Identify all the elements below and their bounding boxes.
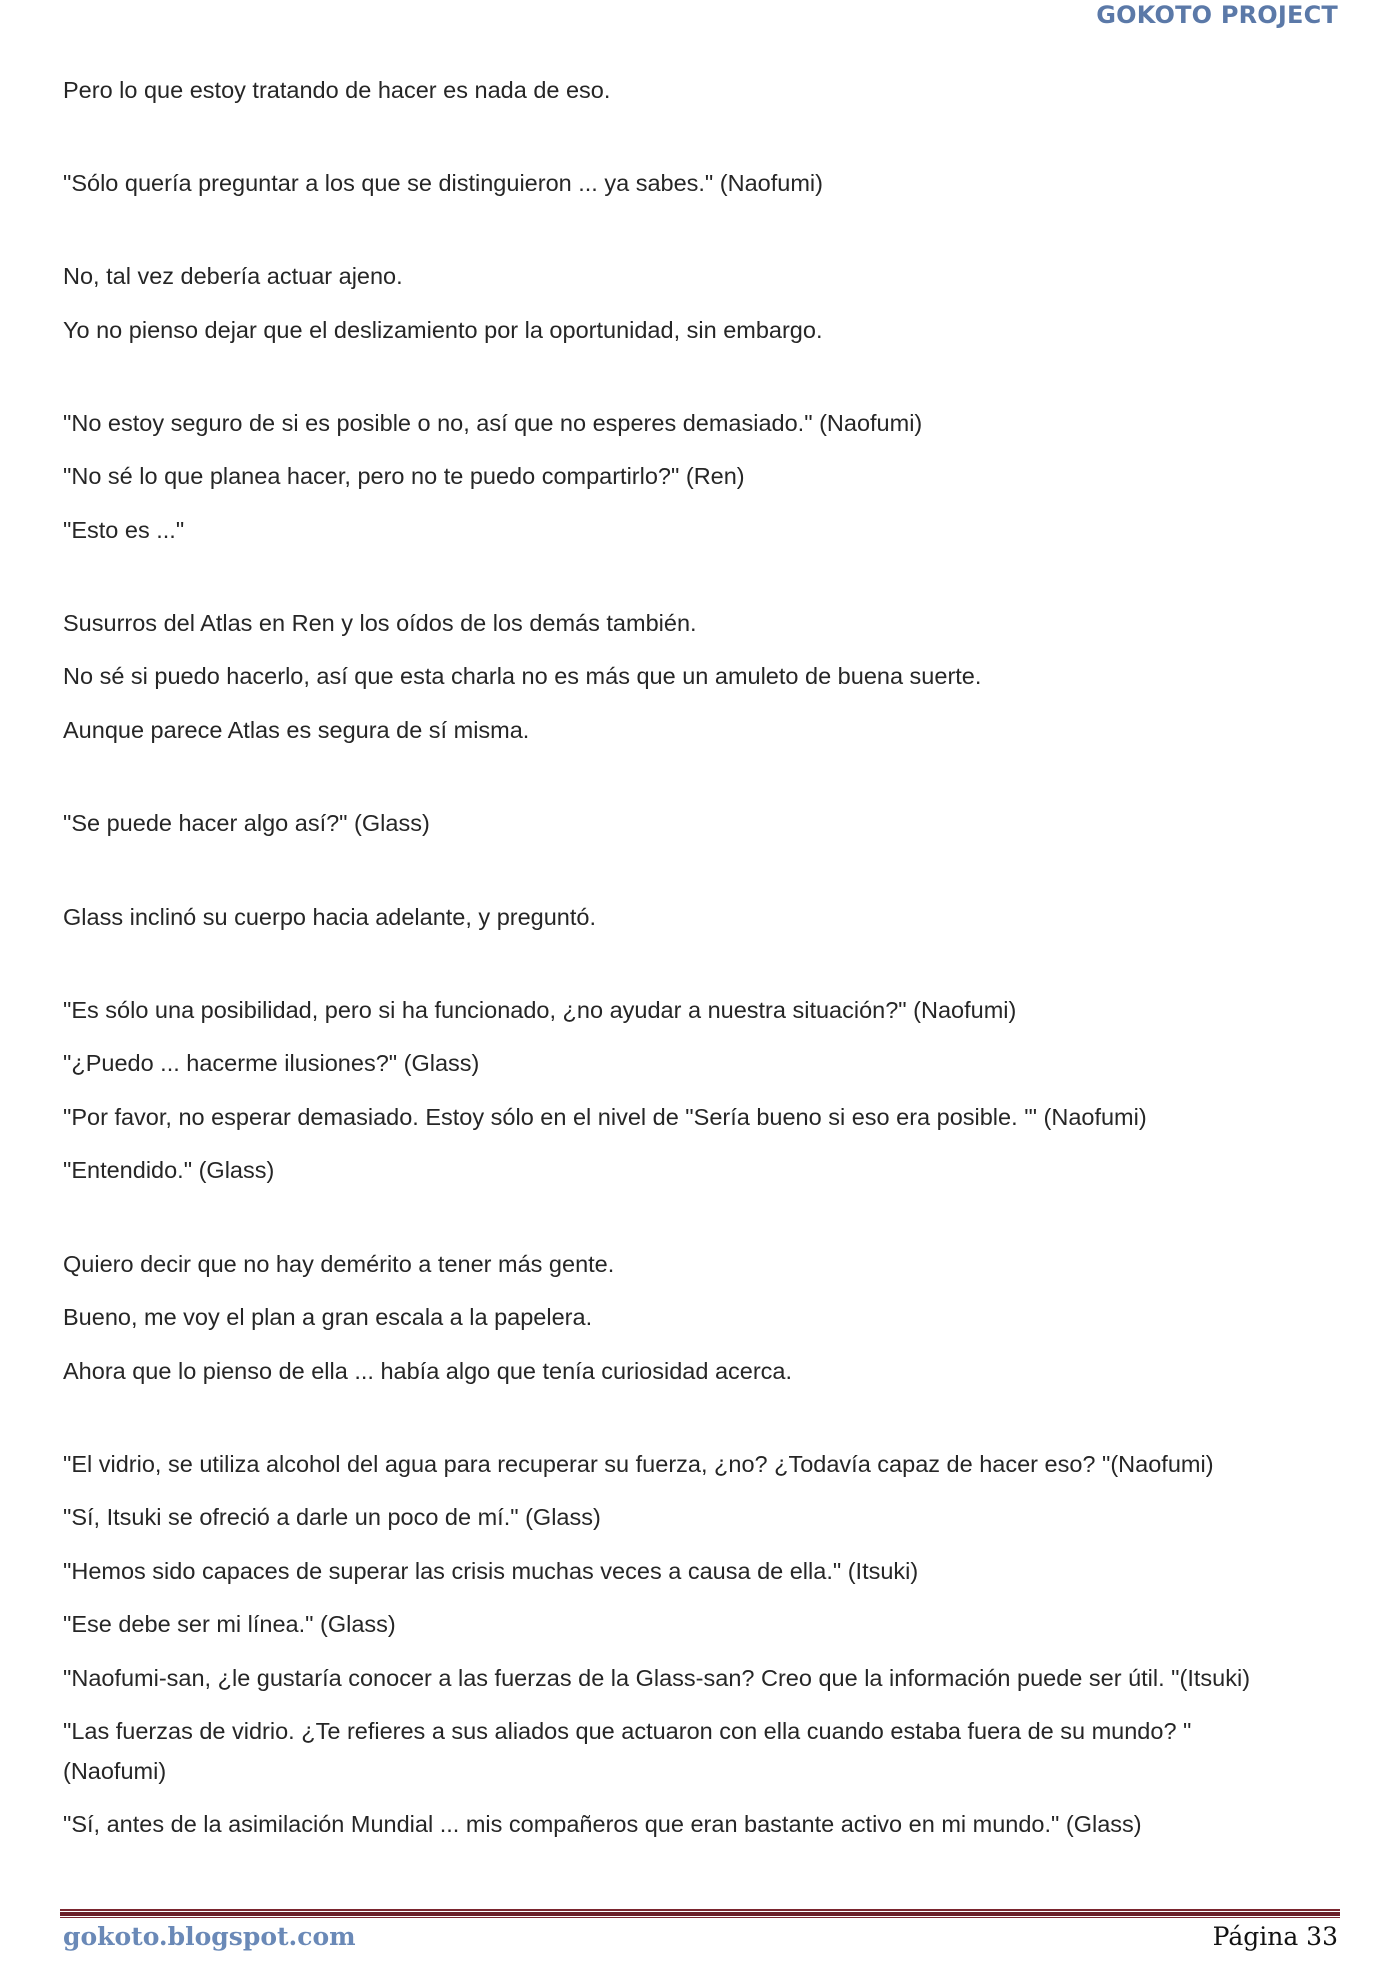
paragraph: "Entendido." (Glass) (63, 1157, 275, 1183)
paragraph: "Esto es ..." (63, 517, 185, 543)
paragraph: "Sí, antes de la asimilación Mundial ... mis compañeros que eran bastante activo en mi mundo." (Glass) (63, 1811, 1142, 1837)
paragraph: Ahora que lo pienso de ella ... había algo que tenía curiosidad acerca. (63, 1358, 793, 1384)
paragraph: Susurros del Atlas en Ren y los oídos de los demás también. (63, 610, 697, 636)
paragraph: "Por favor, no esperar demasiado. Estoy sólo en el nivel de "Sería bueno si eso era posible. '" (Naofumi) (63, 1104, 1147, 1130)
header-brand: GOKOTO PROJECT (1096, 1, 1338, 29)
paragraph: "¿Puedo ... hacerme ilusiones?" (Glass) (63, 1050, 480, 1076)
paragraph: No, tal vez debería actuar ajeno. (63, 263, 403, 289)
paragraph: Yo no pienso dejar que el deslizamiento por la oportunidad, sin embargo. (63, 317, 823, 343)
paragraph: Quiero decir que no hay demérito a tener más gente. (63, 1251, 615, 1277)
paragraph: Bueno, me voy el plan a gran escala a la papelera. (63, 1304, 593, 1330)
paragraph: Pero lo que estoy tratando de hacer es nada de eso. (63, 77, 611, 103)
paragraph: "No sé lo que planea hacer, pero no te puedo compartirlo?" (Ren) (63, 463, 745, 489)
paragraph: Glass inclinó su cuerpo hacia adelante, y preguntó. (63, 904, 596, 930)
paragraph: "Es sólo una posibilidad, pero si ha funcionado, ¿no ayudar a nuestra situación?" (Naofumi) (63, 997, 1017, 1023)
paragraph: "Hemos sido capaces de superar las crisis muchas veces a causa de ella." (Itsuki) (63, 1558, 919, 1584)
paragraph: "Sólo quería preguntar a los que se distinguieron ... ya sabes." (Naofumi) (63, 170, 823, 196)
footer-rule (60, 1909, 1340, 1918)
paragraph: "Ese debe ser mi línea." (Glass) (63, 1611, 396, 1637)
paragraph: Aunque parece Atlas es segura de sí misma. (63, 717, 530, 743)
page-number: Página 33 (1212, 1922, 1338, 1951)
paragraph: "Sí, Itsuki se ofreció a darle un poco de mí." (Glass) (63, 1504, 601, 1530)
footer-blog-link[interactable]: gokoto.blogspot.com (63, 1922, 356, 1951)
paragraph: "No estoy seguro de si es posible o no, así que no esperes demasiado." (Naofumi) (63, 410, 923, 436)
paragraph: "Se puede hacer algo así?" (Glass) (63, 810, 430, 836)
paragraph: "Las fuerzas de vidrio. ¿Te refieres a sus aliados que actuaron con ella cuando estaba fuera de su mundo? "(Naofumi) (63, 1718, 1192, 1784)
paragraph: "El vidrio, se utiliza alcohol del agua para recuperar su fuerza, ¿no? ¿Todavía capaz de hacer eso? "(Naofumi) (63, 1451, 1214, 1477)
paragraph: No sé si puedo hacerlo, así que esta charla no es más que un amuleto de buena suerte. (63, 663, 982, 689)
paragraph: "Naofumi-san, ¿le gustaría conocer a las fuerzas de la Glass-san? Creo que la información puede ser útil. "(Itsuki) (63, 1665, 1251, 1691)
